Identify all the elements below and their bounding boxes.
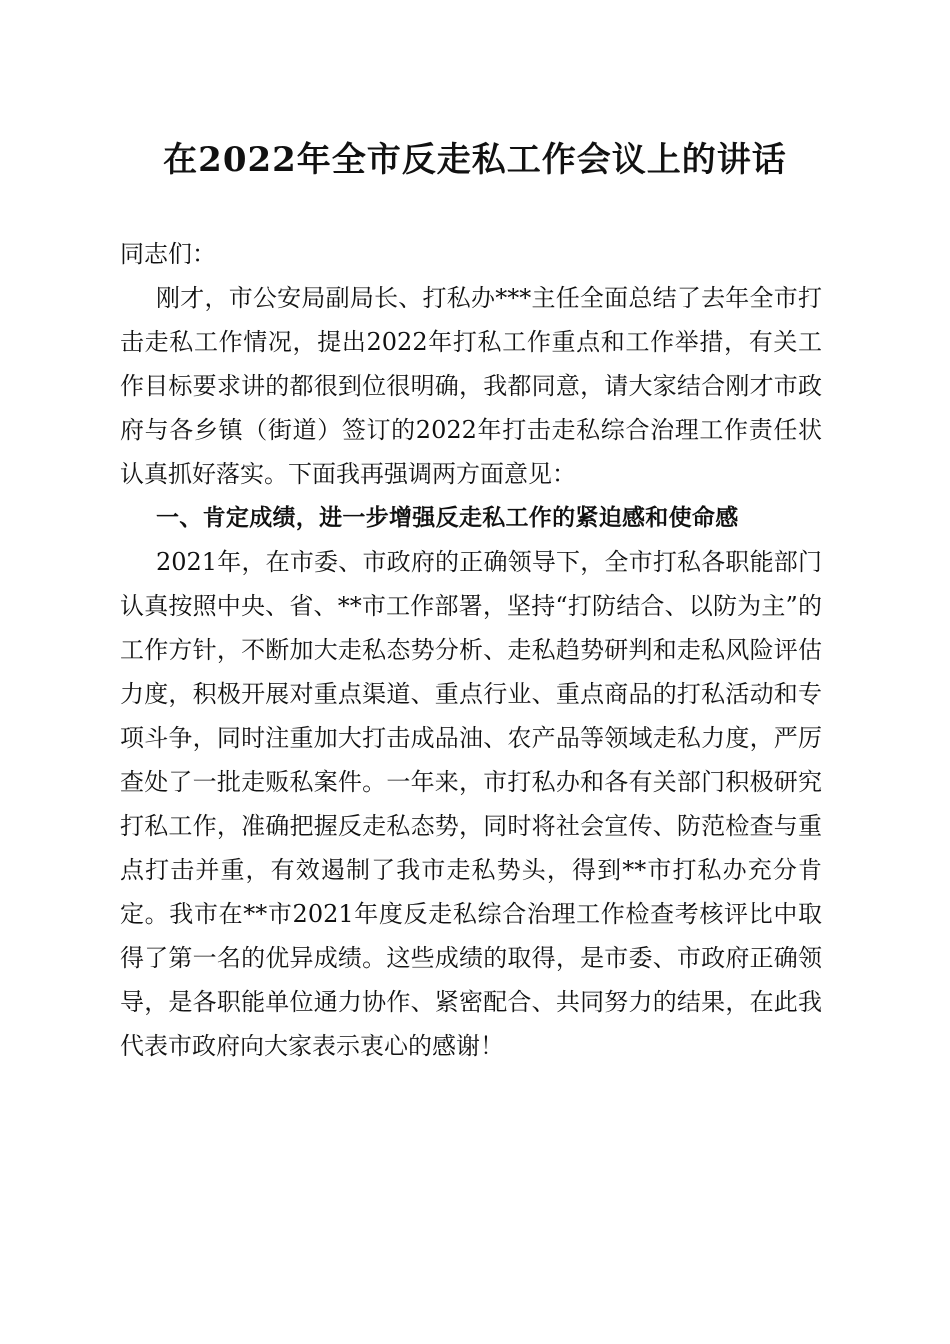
achievements-paragraph: 2021年，在市委、市政府的正确领导下，全市打私各职能部门认真按照中央、省、**市工作部署，坚持“打防结合、以防为主”的工作方针，不断加大走私态势分析、走私趋势研判和走私风险评估力度，积极开展对重点渠道、重点行业、重点商品的打私活动和专项斗争，同时注重加大打击成品油、农产品等领域走私力度，严厉查处了一批走贩私案件。一年来，市打私办和各有关部门积极研究打私工作，准确把握反走私态势，同时将社会宣传、防范检查与重点打击并重，有效遏制了我市走私势头，得到**市打私办充分肯定。我市在**市2021年度反走私综合治理工作检查考核评比中取得了第一名的优异成绩。这些成绩的取得，是市委、市政府正确领导，是各职能单位通力协作、紧密配合、共同努力的结果，在此我代表市政府向大家表示衷心的感谢！ — [120, 548, 822, 1060]
document-title: 在2022年全市反走私工作会议上的讲话 — [163, 140, 787, 180]
section-heading: 一、肯定成绩，进一步增强反走私工作的紧迫感和使命感 — [156, 505, 739, 531]
document-body — [120, 232, 822, 1068]
intro-paragraph: 刚才，市公安局副局长、打私办***主任全面总结了去年全市打击走私工作情况，提出2022年打私工作重点和工作举措，有关工作目标要求讲的都很到位很明确，我都同意，请大家结合刚才市政府与各乡镇（街道）签订的2022年打击走私综合治理工作责任状认真抓好落实。下面我再强调两方面意见： — [120, 284, 822, 488]
salutation: 同志们： — [120, 240, 216, 268]
